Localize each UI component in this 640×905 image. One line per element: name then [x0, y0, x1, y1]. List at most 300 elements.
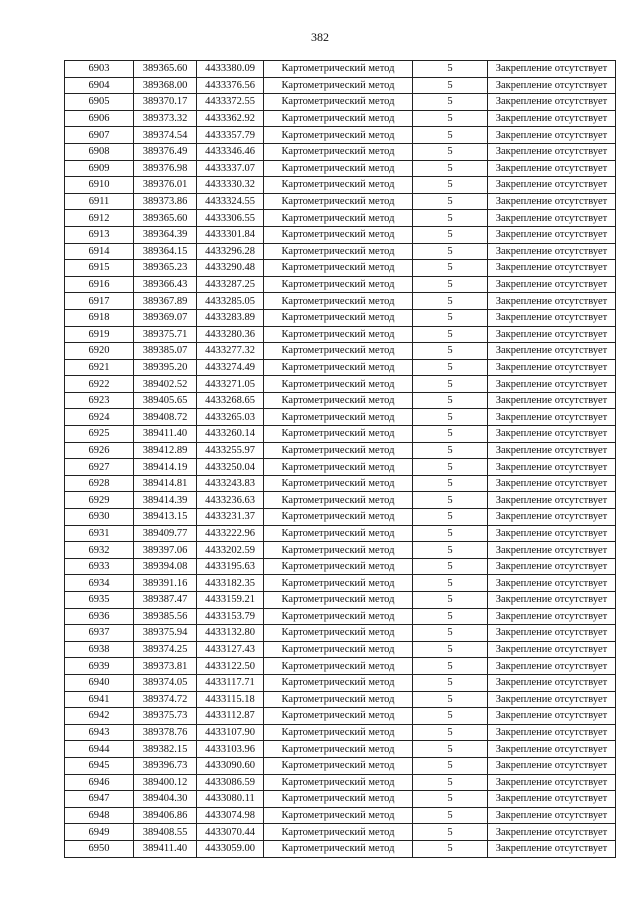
point-number-cell: 6904	[65, 77, 134, 94]
x-coordinate-cell: 389411.40	[134, 840, 197, 857]
y-coordinate-cell: 4433112.87	[197, 708, 264, 725]
method-cell: Картометрический метод	[264, 475, 413, 492]
y-coordinate-cell: 4433182.35	[197, 575, 264, 592]
method-cell: Картометрический метод	[264, 61, 413, 78]
method-cell: Картометрический метод	[264, 226, 413, 243]
fixing-cell: Закрепление отсутствует	[488, 724, 616, 741]
fixing-cell: Закрепление отсутствует	[488, 177, 616, 194]
fixing-cell: Закрепление отсутствует	[488, 592, 616, 609]
y-coordinate-cell: 4433202.59	[197, 542, 264, 559]
fixing-cell: Закрепление отсутствует	[488, 426, 616, 443]
fixing-cell: Закрепление отсутствует	[488, 542, 616, 559]
point-number-cell: 6915	[65, 260, 134, 277]
precision-cell: 5	[413, 674, 488, 691]
point-number-cell: 6926	[65, 442, 134, 459]
y-coordinate-cell: 4433086.59	[197, 774, 264, 791]
method-cell: Картометрический метод	[264, 509, 413, 526]
x-coordinate-cell: 389414.19	[134, 459, 197, 476]
method-cell: Картометрический метод	[264, 326, 413, 343]
method-cell: Картометрический метод	[264, 409, 413, 426]
fixing-cell: Закрепление отсутствует	[488, 608, 616, 625]
x-coordinate-cell: 389414.81	[134, 475, 197, 492]
method-cell: Картометрический метод	[264, 807, 413, 824]
y-coordinate-cell: 4433231.37	[197, 509, 264, 526]
fixing-cell: Закрепление отсутствует	[488, 509, 616, 526]
y-coordinate-cell: 4433250.04	[197, 459, 264, 476]
y-coordinate-cell: 4433115.18	[197, 691, 264, 708]
x-coordinate-cell: 389373.86	[134, 193, 197, 210]
y-coordinate-cell: 4433301.84	[197, 226, 264, 243]
precision-cell: 5	[413, 309, 488, 326]
x-coordinate-cell: 389412.89	[134, 442, 197, 459]
table-row	[65, 243, 616, 260]
fixing-cell: Закрепление отсутствует	[488, 276, 616, 293]
point-number-cell: 6909	[65, 160, 134, 177]
fixing-cell: Закрепление отсутствует	[488, 326, 616, 343]
method-cell: Картометрический метод	[264, 525, 413, 542]
x-coordinate-cell: 389370.17	[134, 94, 197, 111]
x-coordinate-cell: 389394.08	[134, 558, 197, 575]
point-number-cell: 6912	[65, 210, 134, 227]
method-cell: Картометрический метод	[264, 459, 413, 476]
precision-cell: 5	[413, 774, 488, 791]
method-cell: Картометрический метод	[264, 94, 413, 111]
fixing-cell: Закрепление отсутствует	[488, 293, 616, 310]
fixing-cell: Закрепление отсутствует	[488, 359, 616, 376]
fixing-cell: Закрепление отсутствует	[488, 193, 616, 210]
precision-cell: 5	[413, 392, 488, 409]
y-coordinate-cell: 4433090.60	[197, 757, 264, 774]
method-cell: Картометрический метод	[264, 724, 413, 741]
method-cell: Картометрический метод	[264, 674, 413, 691]
point-number-cell: 6922	[65, 376, 134, 393]
fixing-cell: Закрепление отсутствует	[488, 558, 616, 575]
fixing-cell: Закрепление отсутствует	[488, 210, 616, 227]
table-row	[65, 94, 616, 111]
precision-cell: 5	[413, 442, 488, 459]
table-row	[65, 392, 616, 409]
point-number-cell: 6924	[65, 409, 134, 426]
precision-cell: 5	[413, 575, 488, 592]
y-coordinate-cell: 4433376.56	[197, 77, 264, 94]
x-coordinate-cell: 389408.72	[134, 409, 197, 426]
precision-cell: 5	[413, 376, 488, 393]
y-coordinate-cell: 4433153.79	[197, 608, 264, 625]
y-coordinate-cell: 4433280.36	[197, 326, 264, 343]
x-coordinate-cell: 389408.55	[134, 824, 197, 841]
fixing-cell: Закрепление отсутствует	[488, 143, 616, 160]
y-coordinate-cell: 4433268.65	[197, 392, 264, 409]
table-row	[65, 426, 616, 443]
point-number-cell: 6918	[65, 309, 134, 326]
x-coordinate-cell: 389396.73	[134, 757, 197, 774]
y-coordinate-cell: 4433122.50	[197, 658, 264, 675]
point-number-cell: 6927	[65, 459, 134, 476]
table-row	[65, 625, 616, 642]
fixing-cell: Закрепление отсутствует	[488, 77, 616, 94]
y-coordinate-cell: 4433290.48	[197, 260, 264, 277]
point-number-cell: 6942	[65, 708, 134, 725]
point-number-cell: 6937	[65, 625, 134, 642]
precision-cell: 5	[413, 343, 488, 360]
y-coordinate-cell: 4433117.71	[197, 674, 264, 691]
fixing-cell: Закрепление отсутствует	[488, 807, 616, 824]
y-coordinate-cell: 4433324.55	[197, 193, 264, 210]
precision-cell: 5	[413, 525, 488, 542]
x-coordinate-cell: 389391.16	[134, 575, 197, 592]
precision-cell: 5	[413, 724, 488, 741]
fixing-cell: Закрепление отсутствует	[488, 243, 616, 260]
table-row	[65, 807, 616, 824]
precision-cell: 5	[413, 127, 488, 144]
point-number-cell: 6925	[65, 426, 134, 443]
point-number-cell: 6929	[65, 492, 134, 509]
table-row	[65, 309, 616, 326]
point-number-cell: 6923	[65, 392, 134, 409]
y-coordinate-cell: 4433236.63	[197, 492, 264, 509]
x-coordinate-cell: 389413.15	[134, 509, 197, 526]
point-number-cell: 6943	[65, 724, 134, 741]
method-cell: Картометрический метод	[264, 193, 413, 210]
x-coordinate-cell: 389385.07	[134, 343, 197, 360]
precision-cell: 5	[413, 326, 488, 343]
point-number-cell: 6914	[65, 243, 134, 260]
x-coordinate-cell: 389376.01	[134, 177, 197, 194]
precision-cell: 5	[413, 94, 488, 111]
point-number-cell: 6913	[65, 226, 134, 243]
table-row	[65, 724, 616, 741]
precision-cell: 5	[413, 558, 488, 575]
point-number-cell: 6941	[65, 691, 134, 708]
x-coordinate-cell: 389395.20	[134, 359, 197, 376]
x-coordinate-cell: 389375.71	[134, 326, 197, 343]
fixing-cell: Закрепление отсутствует	[488, 492, 616, 509]
point-number-cell: 6917	[65, 293, 134, 310]
point-number-cell: 6940	[65, 674, 134, 691]
y-coordinate-cell: 4433222.96	[197, 525, 264, 542]
method-cell: Картометрический метод	[264, 641, 413, 658]
fixing-cell: Закрепление отсутствует	[488, 575, 616, 592]
fixing-cell: Закрепление отсутствует	[488, 741, 616, 758]
fixing-cell: Закрепление отсутствует	[488, 674, 616, 691]
y-coordinate-cell: 4433357.79	[197, 127, 264, 144]
y-coordinate-cell: 4433265.03	[197, 409, 264, 426]
y-coordinate-cell: 4433274.49	[197, 359, 264, 376]
y-coordinate-cell: 4433070.44	[197, 824, 264, 841]
fixing-cell: Закрепление отсутствует	[488, 658, 616, 675]
fixing-cell: Закрепление отсутствует	[488, 160, 616, 177]
y-coordinate-cell: 4433059.00	[197, 840, 264, 857]
method-cell: Картометрический метод	[264, 392, 413, 409]
table-row	[65, 343, 616, 360]
method-cell: Картометрический метод	[264, 625, 413, 642]
y-coordinate-cell: 4433306.55	[197, 210, 264, 227]
y-coordinate-cell: 4433074.98	[197, 807, 264, 824]
method-cell: Картометрический метод	[264, 276, 413, 293]
y-coordinate-cell: 4433080.11	[197, 791, 264, 808]
fixing-cell: Закрепление отсутствует	[488, 127, 616, 144]
precision-cell: 5	[413, 691, 488, 708]
y-coordinate-cell: 4433132.80	[197, 625, 264, 642]
method-cell: Картометрический метод	[264, 260, 413, 277]
precision-cell: 5	[413, 77, 488, 94]
table-row	[65, 276, 616, 293]
x-coordinate-cell: 389368.00	[134, 77, 197, 94]
point-number-cell: 6939	[65, 658, 134, 675]
table-row	[65, 210, 616, 227]
method-cell: Картометрический метод	[264, 127, 413, 144]
table-row	[65, 774, 616, 791]
table-row	[65, 110, 616, 127]
table-body	[65, 61, 616, 858]
table-row	[65, 757, 616, 774]
fixing-cell: Закрепление отсутствует	[488, 392, 616, 409]
method-cell: Картометрический метод	[264, 343, 413, 360]
table-row	[65, 492, 616, 509]
x-coordinate-cell: 389375.94	[134, 625, 197, 642]
fixing-cell: Закрепление отсутствует	[488, 641, 616, 658]
y-coordinate-cell: 4433287.25	[197, 276, 264, 293]
table-row	[65, 409, 616, 426]
point-number-cell: 6916	[65, 276, 134, 293]
method-cell: Картометрический метод	[264, 708, 413, 725]
x-coordinate-cell: 389365.60	[134, 61, 197, 78]
method-cell: Картометрический метод	[264, 658, 413, 675]
point-number-cell: 6938	[65, 641, 134, 658]
x-coordinate-cell: 389409.77	[134, 525, 197, 542]
method-cell: Картометрический метод	[264, 492, 413, 509]
fixing-cell: Закрепление отсутствует	[488, 409, 616, 426]
method-cell: Картометрический метод	[264, 442, 413, 459]
table-row	[65, 77, 616, 94]
table-row	[65, 61, 616, 78]
table-row	[65, 143, 616, 160]
x-coordinate-cell: 389411.40	[134, 426, 197, 443]
x-coordinate-cell: 389365.60	[134, 210, 197, 227]
method-cell: Картометрический метод	[264, 558, 413, 575]
point-number-cell: 6933	[65, 558, 134, 575]
table-row	[65, 658, 616, 675]
x-coordinate-cell: 389373.32	[134, 110, 197, 127]
precision-cell: 5	[413, 110, 488, 127]
y-coordinate-cell: 4433277.32	[197, 343, 264, 360]
y-coordinate-cell: 4433127.43	[197, 641, 264, 658]
table-row	[65, 127, 616, 144]
precision-cell: 5	[413, 708, 488, 725]
x-coordinate-cell: 389374.05	[134, 674, 197, 691]
x-coordinate-cell: 389364.15	[134, 243, 197, 260]
fixing-cell: Закрепление отсутствует	[488, 226, 616, 243]
y-coordinate-cell: 4433362.92	[197, 110, 264, 127]
y-coordinate-cell: 4433195.63	[197, 558, 264, 575]
table-row	[65, 840, 616, 857]
x-coordinate-cell: 389387.47	[134, 592, 197, 609]
y-coordinate-cell: 4433260.14	[197, 426, 264, 443]
point-number-cell: 6936	[65, 608, 134, 625]
point-number-cell: 6931	[65, 525, 134, 542]
y-coordinate-cell: 4433346.46	[197, 143, 264, 160]
fixing-cell: Закрепление отсутствует	[488, 260, 616, 277]
method-cell: Картометрический метод	[264, 741, 413, 758]
method-cell: Картометрический метод	[264, 542, 413, 559]
fixing-cell: Закрепление отсутствует	[488, 757, 616, 774]
fixing-cell: Закрепление отсутствует	[488, 343, 616, 360]
method-cell: Картометрический метод	[264, 824, 413, 841]
precision-cell: 5	[413, 492, 488, 509]
table-row	[65, 177, 616, 194]
method-cell: Картометрический метод	[264, 592, 413, 609]
x-coordinate-cell: 389378.76	[134, 724, 197, 741]
table-row	[65, 193, 616, 210]
x-coordinate-cell: 389404.30	[134, 791, 197, 808]
precision-cell: 5	[413, 426, 488, 443]
table-row	[65, 824, 616, 841]
method-cell: Картометрический метод	[264, 376, 413, 393]
precision-cell: 5	[413, 276, 488, 293]
fixing-cell: Закрепление отсутствует	[488, 61, 616, 78]
table-row	[65, 359, 616, 376]
table-row	[65, 691, 616, 708]
table-row	[65, 459, 616, 476]
x-coordinate-cell: 389374.54	[134, 127, 197, 144]
x-coordinate-cell: 389364.39	[134, 226, 197, 243]
method-cell: Картометрический метод	[264, 243, 413, 260]
table-row	[65, 293, 616, 310]
point-number-cell: 6921	[65, 359, 134, 376]
method-cell: Картометрический метод	[264, 177, 413, 194]
method-cell: Картометрический метод	[264, 293, 413, 310]
x-coordinate-cell: 389369.07	[134, 309, 197, 326]
method-cell: Картометрический метод	[264, 160, 413, 177]
y-coordinate-cell: 4433337.07	[197, 160, 264, 177]
method-cell: Картометрический метод	[264, 210, 413, 227]
point-number-cell: 6907	[65, 127, 134, 144]
precision-cell: 5	[413, 459, 488, 476]
y-coordinate-cell: 4433107.90	[197, 724, 264, 741]
table-row	[65, 741, 616, 758]
table-row	[65, 226, 616, 243]
precision-cell: 5	[413, 840, 488, 857]
method-cell: Картометрический метод	[264, 691, 413, 708]
point-number-cell: 6910	[65, 177, 134, 194]
table-row	[65, 791, 616, 808]
method-cell: Картометрический метод	[264, 575, 413, 592]
point-number-cell: 6908	[65, 143, 134, 160]
table-row	[65, 641, 616, 658]
method-cell: Картометрический метод	[264, 309, 413, 326]
method-cell: Картометрический метод	[264, 757, 413, 774]
x-coordinate-cell: 389374.72	[134, 691, 197, 708]
page-number: 382	[311, 30, 329, 44]
y-coordinate-cell: 4433296.28	[197, 243, 264, 260]
fixing-cell: Закрепление отсутствует	[488, 625, 616, 642]
precision-cell: 5	[413, 226, 488, 243]
method-cell: Картометрический метод	[264, 359, 413, 376]
fixing-cell: Закрепление отсутствует	[488, 475, 616, 492]
x-coordinate-cell: 389405.65	[134, 392, 197, 409]
method-cell: Картометрический метод	[264, 608, 413, 625]
point-number-cell: 6930	[65, 509, 134, 526]
point-number-cell: 6920	[65, 343, 134, 360]
precision-cell: 5	[413, 625, 488, 642]
x-coordinate-cell: 389367.89	[134, 293, 197, 310]
x-coordinate-cell: 389382.15	[134, 741, 197, 758]
x-coordinate-cell: 389376.98	[134, 160, 197, 177]
x-coordinate-cell: 389397.06	[134, 542, 197, 559]
y-coordinate-cell: 4433159.21	[197, 592, 264, 609]
fixing-cell: Закрепление отсутствует	[488, 110, 616, 127]
x-coordinate-cell: 389373.81	[134, 658, 197, 675]
method-cell: Картометрический метод	[264, 426, 413, 443]
point-number-cell: 6919	[65, 326, 134, 343]
table-row	[65, 592, 616, 609]
precision-cell: 5	[413, 143, 488, 160]
precision-cell: 5	[413, 641, 488, 658]
fixing-cell: Закрепление отсутствует	[488, 309, 616, 326]
fixing-cell: Закрепление отсутствует	[488, 708, 616, 725]
point-number-cell: 6946	[65, 774, 134, 791]
point-number-cell: 6948	[65, 807, 134, 824]
table-row	[65, 542, 616, 559]
method-cell: Картометрический метод	[264, 774, 413, 791]
fixing-cell: Закрепление отсутствует	[488, 376, 616, 393]
point-number-cell: 6944	[65, 741, 134, 758]
precision-cell: 5	[413, 243, 488, 260]
precision-cell: 5	[413, 608, 488, 625]
precision-cell: 5	[413, 409, 488, 426]
point-number-cell: 6949	[65, 824, 134, 841]
table-row	[65, 475, 616, 492]
y-coordinate-cell: 4433255.97	[197, 442, 264, 459]
y-coordinate-cell: 4433283.89	[197, 309, 264, 326]
method-cell: Картометрический метод	[264, 791, 413, 808]
x-coordinate-cell: 389385.56	[134, 608, 197, 625]
fixing-cell: Закрепление отсутствует	[488, 691, 616, 708]
fixing-cell: Закрепление отсутствует	[488, 459, 616, 476]
precision-cell: 5	[413, 807, 488, 824]
point-number-cell: 6945	[65, 757, 134, 774]
fixing-cell: Закрепление отсутствует	[488, 525, 616, 542]
table-row	[65, 674, 616, 691]
precision-cell: 5	[413, 509, 488, 526]
point-number-cell: 6935	[65, 592, 134, 609]
x-coordinate-cell: 389375.73	[134, 708, 197, 725]
x-coordinate-cell: 389376.49	[134, 143, 197, 160]
point-number-cell: 6905	[65, 94, 134, 111]
x-coordinate-cell: 389406.86	[134, 807, 197, 824]
x-coordinate-cell: 389365.23	[134, 260, 197, 277]
table-row	[65, 260, 616, 277]
x-coordinate-cell: 389366.43	[134, 276, 197, 293]
table-row	[65, 160, 616, 177]
x-coordinate-cell: 389414.39	[134, 492, 197, 509]
table-row	[65, 442, 616, 459]
y-coordinate-cell: 4433243.83	[197, 475, 264, 492]
precision-cell: 5	[413, 791, 488, 808]
method-cell: Картометрический метод	[264, 77, 413, 94]
y-coordinate-cell: 4433103.96	[197, 741, 264, 758]
precision-cell: 5	[413, 177, 488, 194]
y-coordinate-cell: 4433271.05	[197, 376, 264, 393]
table-row	[65, 608, 616, 625]
precision-cell: 5	[413, 475, 488, 492]
precision-cell: 5	[413, 210, 488, 227]
y-coordinate-cell: 4433372.55	[197, 94, 264, 111]
fixing-cell: Закрепление отсутствует	[488, 824, 616, 841]
table-row	[65, 326, 616, 343]
point-number-cell: 6947	[65, 791, 134, 808]
precision-cell: 5	[413, 260, 488, 277]
